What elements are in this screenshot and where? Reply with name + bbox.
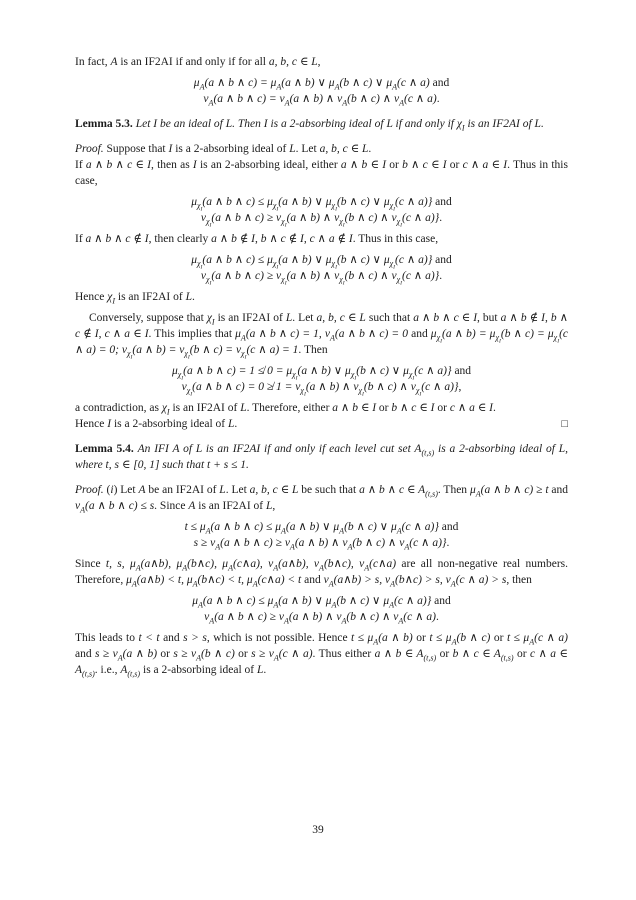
proof-5-4-conclusion: This leads to t < t and s > s, which is not possible. Hence $t \le \mu_A(a$ ∧ b) or $t \le \mu_A(b$ ∧ c) or $t \le \mu_A(c$ ∧ a) and $s \ge \nu_A(a$ ∧ b) or $s \ge \nu_A(b$ ∧ c) or $s \ge \nu_A(c$ ∧ a). Thus either a ∧ b ∈ $A_{(t,s)}$ or b ∧ c ∈ $A_{(t,s)}$ or c ∧ a ∈ $A_{(t,s)}$. i.e., $A_{(t,s)}$ is a 2-absorbing ideal of L. — [75, 632, 569, 679]
equation-level-cut — [75, 519, 568, 551]
equation-line-nu: $\nu_{\chi_I}(a$ ∧ b ∧ c) = 0 ≱ $1 = \nu_{\chi_I}(a$ ∧ b) ∧ $\nu_{\chi_I}(b$ ∧ c) ∧ $\nu_{\chi_I}(c$ ∧ a)}, — [181, 381, 462, 398]
equation-line-s: $s \ge \nu_A(a$ ∧ b ∧ $c) \ge \nu_A(a$ ∧ b) ∧ $\nu_A(b$ ∧ c) ∧ $\nu_A(c$ ∧ a)}. — [193, 537, 450, 552]
proof-5-3-opening: Proof. Suppose that I is a 2-absorbing ideal of L. Let a, b, c ∈ L. — [75, 143, 372, 155]
page-number: 39 — [312, 824, 324, 836]
proof-5-3-contradiction: a contradiction, as $\chi_I$ is an IF2AI of L. Therefore, either a ∧ b ∈ I or b ∧ c ∈ I or c ∧ a ∈ I. — [75, 402, 496, 417]
proof-5-3-case-notin: If a ∧ b ∧ c ∉ I, then clearly a ∧ b ∉ I, b ∧ c ∉ I, c ∧ a ∉ I. Thus in this case, — [75, 233, 439, 245]
proof-5-3-case-in: If a ∧ b ∧ c ∈ I, then as I is an 2-absorbing ideal, either a ∧ b ∈ I or b ∧ c ∈ I or c ∧ a ∈ I. Thus in this case, — [75, 159, 568, 187]
proof-5-3-conclusion — [75, 416, 568, 432]
equation-line-nu: $\nu_{\chi_I}(a$ ∧ b ∧ $c) \ge \nu_{\chi_I}(a$ ∧ b) ∧ $\nu_{\chi_I}(b$ ∧ c) ∧ $\nu_{\chi_I}(c$ ∧ a)}. — [200, 212, 443, 229]
equation-line-nu: $\nu_{\chi_I}(a$ ∧ b ∧ $c) \ge \nu_{\chi_I}(a$ ∧ b) ∧ $\nu_{\chi_I}(b$ ∧ c) ∧ $\nu_{\chi_I}(c$ ∧ a)}. — [200, 270, 443, 287]
lemma-5-4-statement: An IFI A of L is an IF2AI if and only if each level cut set $A_{(t,s)}$ is a 2-absorbing ideal of L, where t, s ∈ [0, 1] such that t + s ≤ 1. — [75, 443, 569, 471]
proof-5-4-opening: Proof. (i) Let A be an IF2AI of L. Let a, b, c ∈ L be such that a ∧ b ∧ c ∈ $A_{(t,s)}$. Then $\mu_A(a$ ∧ b ∧ c) ≥ t and $\nu_A(a$ ∧ b ∧ c) ≤ s. Since A is an IF2AI of L, — [75, 484, 568, 515]
lemma-5-3-statement: Let I be an ideal of L. Then I is a 2-absorbing ideal of L if and only if $\chi_I$ is an IF2AI of L. — [135, 118, 544, 133]
equation-line-nu: $\nu_A(a$ ∧ b ∧ $c) = \nu_A(a$ ∧ b) ∧ $\nu_A(b$ ∧ c) ∧ $\nu_A(c$ ∧ a). — [203, 93, 440, 108]
lemma-5-3 — [75, 116, 568, 132]
proof-5-3-converse: Conversely, suppose that $\chi_I$ is an IF2AI of L. Let a, b, c ∈ L such that a ∧ b ∧ c ∈ I, but a ∧ b ∉ I, b ∧ c ∉ I, c ∧ a ∈ I. This implies that $\mu_A(a$ ∧ b ∧ c) = 1, $\nu_A(a$ ∧ b ∧ c) = 0 and $\mu_{\chi_I}(a$ ∧ $b) = \mu_{\chi_I}(b$ ∧ $c) = \mu_{\chi_I}(c$ ∧ a) = 0; $\nu_{\chi_I}(a$ ∧ $b) = \nu_{\chi_I}(b$ ∧ $c) = \nu_{\chi_I}(c$ ∧ a) = 1. Then — [75, 312, 569, 361]
equation-line-t: $t \le \mu_A(a$ ∧ b ∧ $c) \le \mu_A(a$ ∧ b) ∨ $\mu_A(b$ ∧ c) ∨ $\mu_A(c$ ∧ a)} and — [184, 521, 459, 536]
lemma-5-4-label: Lemma 5.4. — [75, 443, 134, 455]
lemma-5-4 — [75, 441, 568, 473]
equation-line-mu: $\mu_A(a$ ∧ b ∧ $c) \le \mu_A(a$ ∧ b) ∨ $\mu_A(b$ ∧ c) ∨ $\mu_A(c$ ∧ a)} and — [192, 595, 451, 610]
equation-line-mu: $\mu_A(a$ ∧ b ∧ $c) = \mu_A(a$ ∧ b) ∨ $\mu_A(b$ ∧ c) ∨ $\mu_A(c$ ∧ a) and — [193, 77, 450, 92]
qed-box: □ — [561, 418, 568, 430]
equation-line-mu: $\mu_{\chi_I}(a$ ∧ b ∧ c) = 1 ≰ $0 = \mu_{\chi_I}(a$ ∧ b) ∨ $\mu_{\chi_I}(b$ ∧ c) ∨ $\mu_{\chi_I}(c$ ∧ a)} and — [171, 365, 472, 382]
intro-paragraph: In fact, A is an IF2AI if and only if for all a, b, c ∈ L, — [75, 56, 321, 68]
lemma-5-3-label: Lemma 5.3. — [75, 118, 133, 130]
proof-5-4-nonnegative: Since t, s, $\mu_A(a\wedge b)$, $\mu_A(b\wedge c)$, $\mu_A(c\wedge a)$, $\nu_A(a\wedge b)$, $\nu_A(b\wedge c)$, $\nu_A(c\wedge a)$ are all non-negative real numbers. Therefore, $\mu_A(a\wedge b) < t$, $\mu_A(b\wedge c) < t$, $\mu_A(c\wedge a) < t$ and $\nu_A(a\wedge b) > s$, $\nu_A(b\wedge c) > s$, $\nu_A(c$ ∧ a) > s, then — [75, 558, 568, 589]
proof-5-3-conclusion-text: Hence I is a 2-absorbing ideal of L. — [75, 418, 238, 430]
equation-if2ai-definition — [75, 75, 568, 107]
equation-line-mu: $\mu_{\chi_I}(a$ ∧ b ∧ $c) \le \mu_{\chi_I}(a$ ∧ b) ∨ $\mu_{\chi_I}(b$ ∧ c) ∨ $\mu_{\chi_I}(c$ ∧ a)} and — [191, 254, 452, 271]
equation-contradiction — [75, 363, 568, 398]
equation-chi-case2 — [75, 252, 568, 287]
equation-line-mu: $\mu_{\chi_I}(a$ ∧ b ∧ $c) \le \mu_{\chi_I}(a$ ∧ b) ∨ $\mu_{\chi_I}(b$ ∧ c) ∨ $\mu_{\chi_I}(c$ ∧ a)} and — [191, 196, 452, 213]
equation-final — [75, 593, 568, 625]
equation-chi-case1 — [75, 194, 568, 229]
equation-line-nu: $\nu_A(a$ ∧ b ∧ $c) \ge \nu_A(a$ ∧ b) ∧ $\nu_A(b$ ∧ c) ∧ $\nu_A(c$ ∧ a). — [204, 611, 439, 626]
proof-5-3-hence-chi: Hence $\chi_I$ is an IF2AI of L. — [75, 291, 195, 306]
